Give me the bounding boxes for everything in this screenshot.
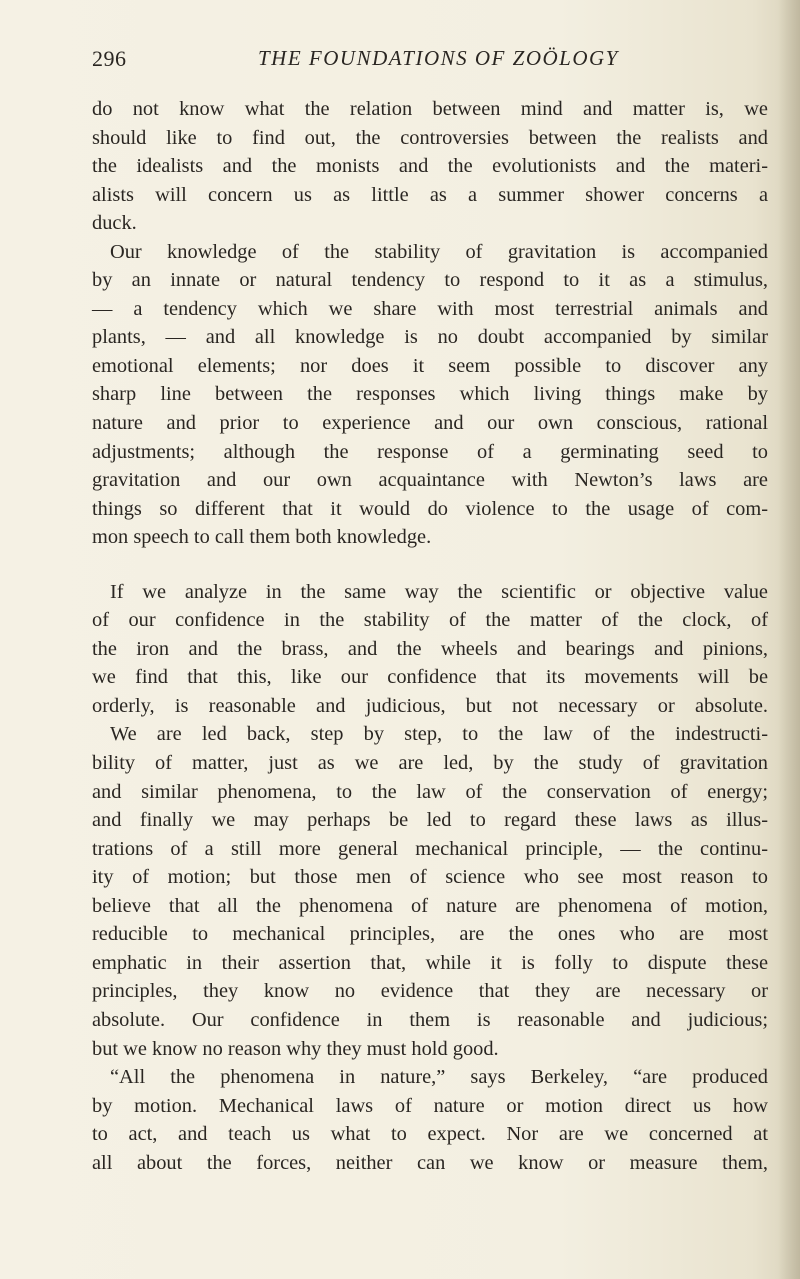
section-break bbox=[92, 552, 768, 578]
text-line: — a tendency which we share with most terrestrial animals and bbox=[92, 297, 768, 320]
page-number: 296 bbox=[92, 46, 127, 71]
paragraph bbox=[92, 238, 768, 552]
text-line: by an innate or natural tendency to respond to it as a stimulus, bbox=[92, 269, 768, 292]
text-line: should like to find out, the controversies between the realists and bbox=[92, 126, 768, 149]
text-line: nature and prior to experience and our own conscious, rational bbox=[92, 412, 768, 435]
text-line: mon speech to call them both knowledge. bbox=[92, 526, 432, 549]
text-line: adjustments; although the response of a germinating seed to bbox=[92, 440, 768, 463]
text-line: trations of a still more general mechanical principle, — the continu- bbox=[92, 837, 768, 860]
page-header bbox=[0, 46, 800, 76]
text-line: ity of motion; but those men of science who see most reason to bbox=[92, 866, 768, 889]
text-line: by motion. Mechanical laws of nature or motion direct us how bbox=[92, 1094, 768, 1117]
text-line: the idealists and the monists and the evolutionists and the materi- bbox=[92, 155, 768, 178]
paragraph bbox=[92, 1063, 768, 1177]
text-line: absolute. Our confidence in them is reasonable and judicious; bbox=[92, 1008, 768, 1031]
text-line: orderly, is reasonable and judicious, but not necessary or absolute. bbox=[92, 694, 768, 717]
text-line: bility of matter, just as we are led, by the study of gravitation bbox=[92, 752, 768, 775]
page-edge-shadow bbox=[778, 0, 800, 1279]
text-line: but we know no reason why they must hold good. bbox=[92, 1037, 499, 1060]
text-line: gravitation and our own acquaintance with Newton’s laws are bbox=[92, 469, 768, 492]
text-line: we find that this, like our confidence that its movements will be bbox=[92, 666, 768, 689]
paragraph bbox=[92, 95, 768, 238]
text-line: emotional elements; nor does it seem possible to discover any bbox=[92, 354, 768, 377]
text-line: and finally we may perhaps be led to regard these laws as illus- bbox=[92, 809, 768, 832]
text-line: sharp line between the responses which living things make by bbox=[92, 383, 768, 406]
text-line: believe that all the phenomena of nature are phenomena of motion, bbox=[92, 894, 768, 917]
text-line: things so different that it would do violence to the usage of com- bbox=[92, 497, 768, 520]
text-line: and similar phenomena, to the law of the conservation of energy; bbox=[92, 780, 768, 803]
body-text bbox=[92, 95, 768, 1177]
text-line: duck. bbox=[92, 212, 137, 235]
text-line: alists will concern us as little as a summer shower concerns a bbox=[92, 183, 768, 206]
text-line: reducible to mechanical principles, are the ones who are most bbox=[92, 923, 768, 946]
text-line: If we analyze in the same way the scientific or objective value bbox=[110, 580, 768, 603]
running-head: THE FOUNDATIONS OF ZOÖLOGY bbox=[258, 46, 619, 70]
text-line: all about the forces, neither can we know or measure them, bbox=[92, 1151, 768, 1174]
paragraph bbox=[92, 578, 768, 1063]
text-line: Our knowledge of the stability of gravitation is accompanied bbox=[110, 240, 768, 263]
text-line: plants, — and all knowledge is no doubt accompanied by similar bbox=[92, 326, 768, 349]
text-line: “All the phenomena in nature,” says Berkeley, “are produced bbox=[110, 1066, 768, 1089]
text-line: the iron and the brass, and the wheels and bearings and pinions, bbox=[92, 637, 768, 660]
text-line: emphatic in their assertion that, while it is folly to dispute these bbox=[92, 951, 768, 974]
text-line: of our confidence in the stability of the matter of the clock, of bbox=[92, 609, 768, 632]
text-line: We are led back, step by step, to the law of the indestructi- bbox=[110, 723, 768, 746]
text-line: do not know what the relation between mind and matter is, we bbox=[92, 98, 768, 120]
text-line: principles, they know no evidence that they are necessary or bbox=[92, 980, 768, 1003]
text-line: to act, and teach us what to expect. Nor are we concerned at bbox=[92, 1123, 768, 1146]
